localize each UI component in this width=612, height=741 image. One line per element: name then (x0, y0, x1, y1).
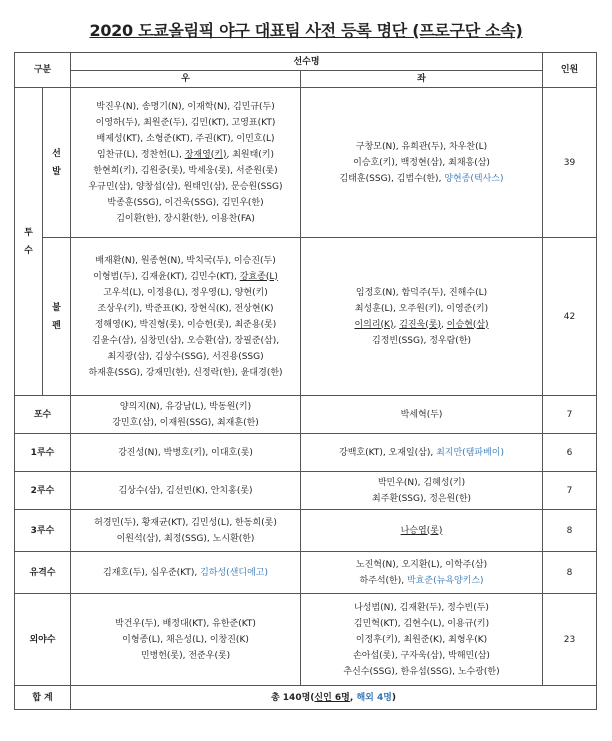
text-part: 이형종(L), 채은성(L), 이창진(K) (122, 634, 249, 645)
player-line (304, 632, 539, 648)
header-left: 좌 (301, 71, 543, 88)
text-part: , (349, 692, 357, 703)
overseas-player-name: 최지만(탬파베이) (436, 447, 504, 458)
outfield-right (71, 594, 301, 686)
text-part: , (393, 319, 400, 330)
text-part: 하재훈(SSG), 강재민(한), 신정락(한), 윤대경(한) (88, 367, 283, 378)
player-line (74, 445, 297, 461)
text-part: 구창모(N), 유희관(두), 차우찬(L) (355, 141, 488, 152)
bullpen-label-text: 불펜 (52, 302, 61, 331)
text-part: 김상수(삼), 김선빈(K), 안치홍(롯) (118, 485, 253, 496)
starter-count: 39 (543, 88, 597, 238)
text-part: 박종훈(SSG), 이건욱(SSG), 김민우(한) (107, 197, 264, 208)
player-line (74, 515, 297, 531)
shortstop-right (71, 552, 301, 594)
text-part: 손아섭(롯), 구자욱(삼), 박해민(삼) (353, 650, 490, 661)
catcher-count: 7 (543, 396, 597, 434)
text-part: 이형범(두), 김재윤(KT), 김민수(KT), (93, 271, 240, 282)
third-base-left (301, 510, 543, 552)
new-player-name: 이의리(K) (354, 319, 394, 330)
player-line (74, 349, 297, 365)
text-part: 김민혁(KT), 김현수(L), 이용규(키) (353, 618, 490, 629)
second-base-count: 7 (543, 472, 597, 510)
text-part: 이정후(키), 최원준(K), 최형우(K) (355, 634, 488, 645)
text-part: , 최원태(키) (226, 149, 275, 160)
player-line (74, 648, 297, 664)
catcher-right (71, 396, 301, 434)
text-part: 임찬규(L), 정찬헌(L), (97, 149, 185, 160)
text-part: 한현희(키), 김원중(롯), 박세웅(롯), 서준원(롯) (93, 165, 278, 176)
text-part: 강진성(N), 박병호(키), 이대호(롯) (118, 447, 253, 458)
outfield-left (301, 594, 543, 686)
page-title: 2020 도쿄올림픽 야구 대표팀 사전 등록 명단 (프로구단 소속) (89, 21, 523, 40)
text-part: 고우석(L), 이정용(L), 정우영(L), 양현(키) (103, 287, 268, 298)
starter-label-text: 선발 (52, 148, 61, 177)
text-part: 최성훈(L), 오주원(키), 이영준(키) (354, 303, 489, 314)
header-players: 선수명 (71, 53, 543, 71)
starter-left (301, 88, 543, 238)
player-line (304, 155, 539, 171)
text-part: ) (391, 692, 397, 703)
text-part: 강민호(삼), 이재원(SSG), 최재훈(한) (112, 417, 259, 428)
new-player-name: 이승현(삼) (446, 319, 489, 330)
overseas-player-name: 박효준(뉴욕양키스) (406, 575, 484, 586)
player-line (74, 195, 297, 211)
text-part: 김이환(한), 장시환(한), 이용찬(FA) (116, 213, 255, 224)
text-part: 우규민(삼), 양창섭(삼), 원태인(삼), 문승원(SSG) (88, 181, 283, 192)
header-count: 인원 (543, 53, 597, 88)
player-line (74, 632, 297, 648)
text-part: 박민우(N), 김혜성(키) (377, 477, 466, 488)
text-part: 추신수(SSG), 한유섬(SSG), 노수광(한) (343, 666, 500, 677)
player-line (74, 163, 297, 179)
text-part: , (441, 319, 447, 330)
new-player-name: 신인 6명 (314, 692, 350, 703)
new-player-name: 나승엽(롯) (400, 525, 443, 536)
player-line (74, 115, 297, 131)
shortstop-count: 8 (543, 552, 597, 594)
text-part: 최지광(삼), 김상수(SSG), 서진용(SSG) (107, 351, 264, 362)
outfield-count: 23 (543, 594, 597, 686)
player-line (304, 557, 539, 573)
text-part: 박세혁(두) (400, 409, 443, 420)
catcher-label: 포수 (15, 396, 71, 434)
text-part: 김윤수(삼), 심창민(삼), 오승환(삼), 장필준(삼), (91, 335, 280, 346)
player-line (304, 616, 539, 632)
player-line (74, 131, 297, 147)
player-line (74, 616, 297, 632)
overseas-player-name: 양현종(텍사스) (444, 173, 504, 184)
player-line (74, 317, 297, 333)
player-line (304, 648, 539, 664)
player-line (304, 407, 539, 423)
text-part: 이영하(두), 최원준(두), 김민(KT), 고영표(KT) (95, 117, 276, 128)
player-line (304, 445, 539, 461)
player-line (74, 147, 297, 163)
third-base-count: 8 (543, 510, 597, 552)
pitcher-label (15, 88, 43, 396)
player-line (304, 333, 539, 349)
player-line (74, 179, 297, 195)
text-part: 허경민(두), 황재균(KT), 김민성(L), 한동희(롯) (94, 517, 277, 528)
player-line (74, 269, 297, 285)
player-line (304, 475, 539, 491)
text-part: 총 140명( (270, 692, 315, 703)
third-base-right (71, 510, 301, 552)
text-part: 김정빈(SSG), 정우람(한) (372, 335, 472, 346)
header-category: 구분 (15, 53, 71, 88)
text-part: 노진혁(N), 오지환(L), 이학주(삼) (355, 559, 488, 570)
player-line (74, 565, 297, 581)
player-line (74, 399, 297, 415)
player-line (74, 211, 297, 227)
text-part: 정해영(K), 박진형(롯), 이승헌(롯), 최준용(롯) (94, 319, 277, 330)
text-part: 이원석(삼), 최정(SSG), 노시환(한) (116, 533, 255, 544)
starter-label (43, 88, 71, 238)
text-part: 하주석(한), (359, 575, 407, 586)
overseas-player-name: 해외 4명 (356, 692, 392, 703)
first-base-right (71, 434, 301, 472)
shortstop-left (301, 552, 543, 594)
bullpen-label (43, 238, 71, 396)
overseas-player-name: 김하성(샌디에고) (200, 567, 268, 578)
player-line (74, 483, 297, 499)
text-part: 민병헌(롯), 전준우(롯) (140, 650, 231, 661)
player-line (304, 523, 539, 539)
player-line (304, 573, 539, 589)
player-line (74, 333, 297, 349)
player-line (74, 301, 297, 317)
text-part: 박건우(두), 배정대(KT), 유한준(KT) (115, 618, 256, 629)
header-right: 우 (71, 71, 301, 88)
bullpen-count: 42 (543, 238, 597, 396)
third-base-label: 3루수 (15, 510, 71, 552)
text-part: 최주환(SSG), 정은원(한) (372, 493, 472, 504)
player-line (304, 301, 539, 317)
player-line (74, 99, 297, 115)
shortstop-label: 유격수 (15, 552, 71, 594)
text-part: 김태훈(SSG), 김범수(한), (339, 173, 445, 184)
outfield-label: 외야수 (15, 594, 71, 686)
text-part: 배재환(N), 원종현(N), 박치국(두), 이승진(두) (95, 255, 276, 266)
player-line (304, 491, 539, 507)
player-line (304, 317, 539, 333)
roster-table (14, 52, 597, 710)
new-player-name: 장재영(키) (184, 149, 227, 160)
text-part: 조상우(키), 박준표(K), 장현식(K), 전상현(K) (97, 303, 274, 314)
bullpen-right (71, 238, 301, 396)
player-line (304, 600, 539, 616)
text-part: 나성범(N), 김재환(두), 정수빈(두) (354, 602, 489, 613)
player-line (74, 415, 297, 431)
total-value (71, 686, 597, 710)
player-line (304, 664, 539, 680)
text-part: 임정호(N), 함덕주(두), 진해수(L) (355, 287, 488, 298)
first-base-label: 1루수 (15, 434, 71, 472)
pitcher-label-text: 투수 (24, 227, 33, 256)
new-player-name: 김진욱(롯) (399, 319, 442, 330)
first-base-count: 6 (543, 434, 597, 472)
text-part: 강백호(KT), 오재일(삼), (339, 447, 437, 458)
player-line (304, 171, 539, 187)
text-part: 김재호(두), 심우준(KT), (103, 567, 201, 578)
first-base-left (301, 434, 543, 472)
text-part: 박진우(N), 송명기(N), 이재학(N), 김민규(두) (96, 101, 275, 112)
catcher-left (301, 396, 543, 434)
text-part: 양의지(N), 유강남(L), 박동원(키) (119, 401, 252, 412)
second-base-label: 2루수 (15, 472, 71, 510)
second-base-right (71, 472, 301, 510)
total-label: 합 계 (15, 686, 71, 710)
second-base-left (301, 472, 543, 510)
starter-right (71, 88, 301, 238)
bullpen-left (301, 238, 543, 396)
text-part: 배제성(KT), 소형준(KT), 주권(KT), 이민호(L) (96, 133, 275, 144)
player-line (304, 285, 539, 301)
player-line (74, 253, 297, 269)
player-line (74, 365, 297, 381)
text-part: 이승호(키), 백정현(삼), 최채흥(삼) (353, 157, 490, 168)
player-line (304, 139, 539, 155)
player-line (74, 285, 297, 301)
new-player-name: 강효종(L) (239, 271, 278, 282)
player-line (74, 531, 297, 547)
